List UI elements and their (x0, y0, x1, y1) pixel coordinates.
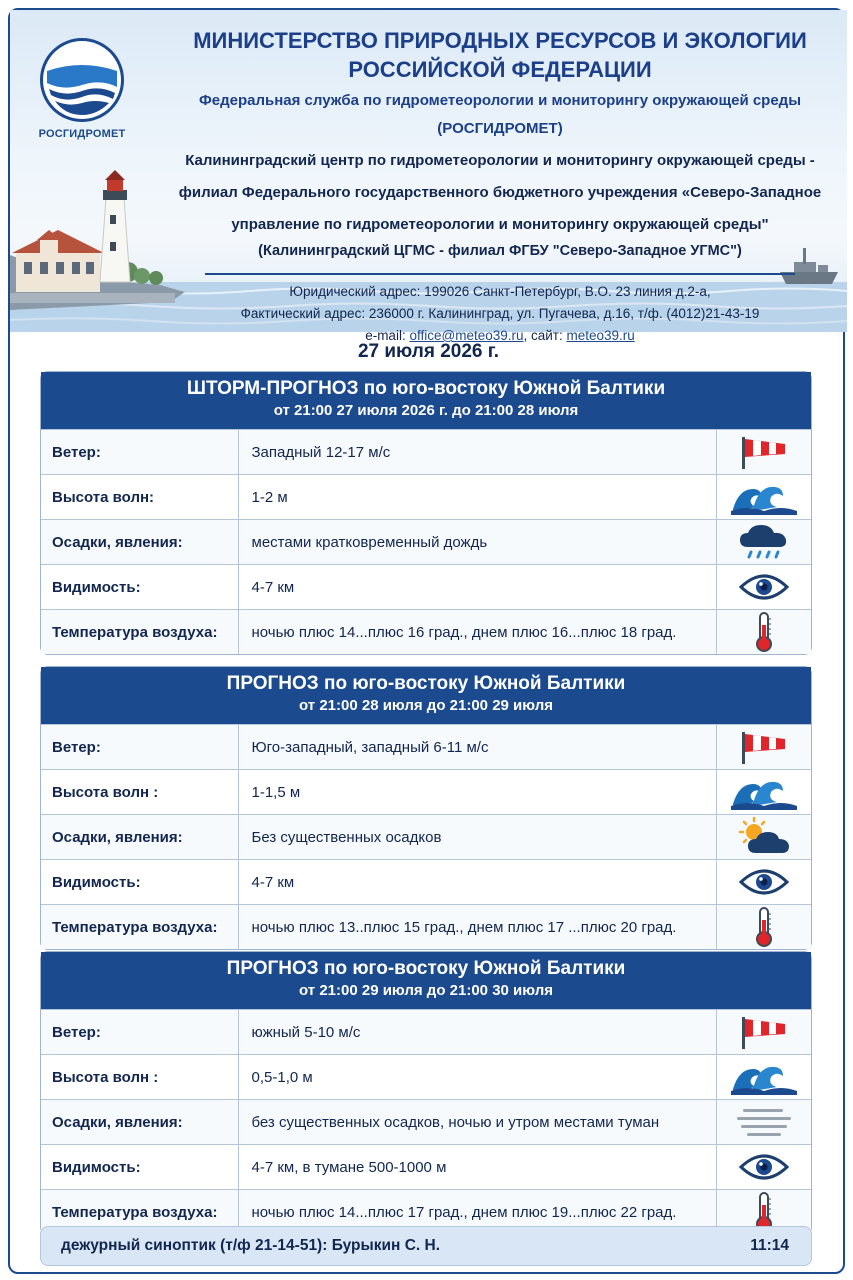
waves-icon (717, 1055, 811, 1099)
row-wind (41, 724, 811, 769)
row-air-temperature (41, 904, 811, 949)
row-label: Видимость: (41, 1145, 239, 1189)
block-period: от 21:00 29 июля до 21:00 30 июля (299, 982, 553, 999)
forecast-block-day-3 (40, 951, 812, 1235)
block-title: ПРОГНОЗ по юго-востоку Южной Балтики (226, 958, 626, 979)
footer-bar (40, 1226, 812, 1266)
row-precipitation (41, 519, 811, 564)
row-label: Видимость: (41, 565, 239, 609)
row-value: без существенных осадков, ночью и утром местами туман (239, 1100, 718, 1144)
rosgidromet-logo (36, 38, 128, 140)
block-period: от 21:00 27 июля 2026 г. до 21:00 28 июля (273, 402, 579, 419)
block-title: ПРОГНОЗ по юго-востоку Южной Балтики (226, 673, 626, 694)
row-precipitation (41, 814, 811, 859)
eye-icon (717, 1145, 811, 1189)
email-link[interactable]: office@meteo39.ru (409, 328, 524, 343)
row-value: 1-1,5 м (239, 770, 718, 814)
block-header (41, 952, 811, 1009)
row-label: Ветер: (41, 430, 239, 474)
row-precipitation (41, 1099, 811, 1144)
logo-emblem (40, 38, 124, 122)
row-label: Ветер: (41, 1010, 239, 1054)
forecast-block-storm (40, 371, 812, 655)
row-label: Температура воздуха: (41, 905, 239, 949)
center-line-1: Калининградский центр по гидрометеорологии и мониторингу окружающей среды - (185, 152, 815, 169)
center-short-name: (Калининградский ЦГМС - филиал ФГБУ "Северо-Западное УГМС") (258, 243, 742, 259)
row-value: местами кратковременный дождь (239, 520, 718, 564)
ministry-line-1: МИНИСТЕРСТВО ПРИРОДНЫХ РЕСУРСОВ И ЭКОЛОГИИ (193, 28, 807, 53)
waves-icon (717, 770, 811, 814)
forecast-block-day-2 (40, 666, 812, 950)
block-header (41, 372, 811, 429)
bulletin-date: 27 июля 2026 г. (357, 341, 500, 362)
row-value: Западный 12-17 м/с (239, 430, 718, 474)
block-header (41, 667, 811, 724)
eye-icon (717, 565, 811, 609)
row-visibility (41, 859, 811, 904)
waves-icon (717, 475, 811, 519)
row-value: 4-7 км (239, 860, 718, 904)
row-label: Осадки, явления: (41, 1100, 239, 1144)
row-visibility (41, 1144, 811, 1189)
sun-cloud-icon (717, 815, 811, 859)
email-label: e-mail: (365, 328, 406, 343)
center-line-3: управление по гидрометеорологии и мониторингу окружающей среды" (231, 216, 769, 233)
row-wave-height (41, 1054, 811, 1099)
row-wind (41, 1009, 811, 1054)
row-label: Осадки, явления: (41, 520, 239, 564)
actual-address: Фактический адрес: 236000 г. Калининград, ул. Пугачева, д.16, т/ф. (4012)21-43-19 (240, 306, 760, 321)
row-value: 0,5-1,0 м (239, 1055, 718, 1099)
row-value: 1-2 м (239, 475, 718, 519)
row-wind (41, 429, 811, 474)
row-label: Температура воздуха: (41, 1190, 239, 1234)
service-line-1: Федеральная служба по гидрометеорологии и мониторингу окружающей среды (198, 92, 802, 109)
row-value: южный 5-10 м/с (239, 1010, 718, 1054)
center-line-2: филиал Федерального государственного бюджетного учреждения «Северо-Западное (178, 184, 822, 201)
thermometer-icon (717, 905, 811, 949)
row-label: Высота волн: (41, 475, 239, 519)
row-label: Температура воздуха: (41, 610, 239, 654)
row-value: Без существенных осадков (239, 815, 718, 859)
row-air-temperature (41, 609, 811, 654)
row-wave-height (41, 769, 811, 814)
row-value: ночью плюс 13..плюс 15 град., днем плюс 17 ...плюс 20 град. (239, 905, 718, 949)
row-label: Высота волн : (41, 770, 239, 814)
header (10, 10, 847, 343)
service-line-2: (РОСГИДРОМЕТ) (437, 120, 563, 137)
block-period: от 21:00 28 июля до 21:00 29 июля (299, 697, 553, 714)
windsock-icon (717, 430, 811, 474)
thermometer-icon (717, 610, 811, 654)
row-visibility (41, 564, 811, 609)
header-divider (205, 273, 795, 275)
site-link[interactable]: meteo39.ru (566, 328, 635, 343)
block-title: ШТОРМ-ПРОГНОЗ по юго-востоку Южной Балтики (186, 378, 666, 399)
row-label: Видимость: (41, 860, 239, 904)
rain-cloud-icon (717, 520, 811, 564)
row-value: ночью плюс 14...плюс 17 град., днем плюс 19...плюс 22 град. (239, 1190, 718, 1234)
legal-address: Юридический адрес: 199026 Санкт-Петербург, В.О. 23 линия д.2-а, (289, 284, 711, 299)
windsock-icon (717, 1010, 811, 1054)
bulletin-frame (8, 8, 845, 1274)
row-label: Высота волн : (41, 1055, 239, 1099)
duty-synoptic: дежурный синоптик (т/ф 21-14-51): Бурыкин С. Н. (61, 1237, 441, 1254)
logo-text: РОСГИДРОМЕТ (38, 128, 126, 140)
row-label: Ветер: (41, 725, 239, 769)
windsock-icon (717, 725, 811, 769)
row-value: ночью плюс 14...плюс 16 град., днем плюс 16...плюс 18 град. (239, 610, 718, 654)
issue-time: 11:14 (750, 1237, 789, 1254)
fog-icon (717, 1100, 811, 1144)
row-label: Осадки, явления: (41, 815, 239, 859)
row-wave-height (41, 474, 811, 519)
eye-icon (717, 860, 811, 904)
row-value: Юго-западный, западный 6-11 м/с (239, 725, 718, 769)
site-label: , сайт: (523, 328, 563, 343)
row-value: 4-7 км (239, 565, 718, 609)
organization-header (170, 26, 830, 347)
ministry-line-2: РОССИЙСКОЙ ФЕДЕРАЦИИ (348, 57, 652, 82)
row-value: 4-7 км, в тумане 500-1000 м (239, 1145, 718, 1189)
